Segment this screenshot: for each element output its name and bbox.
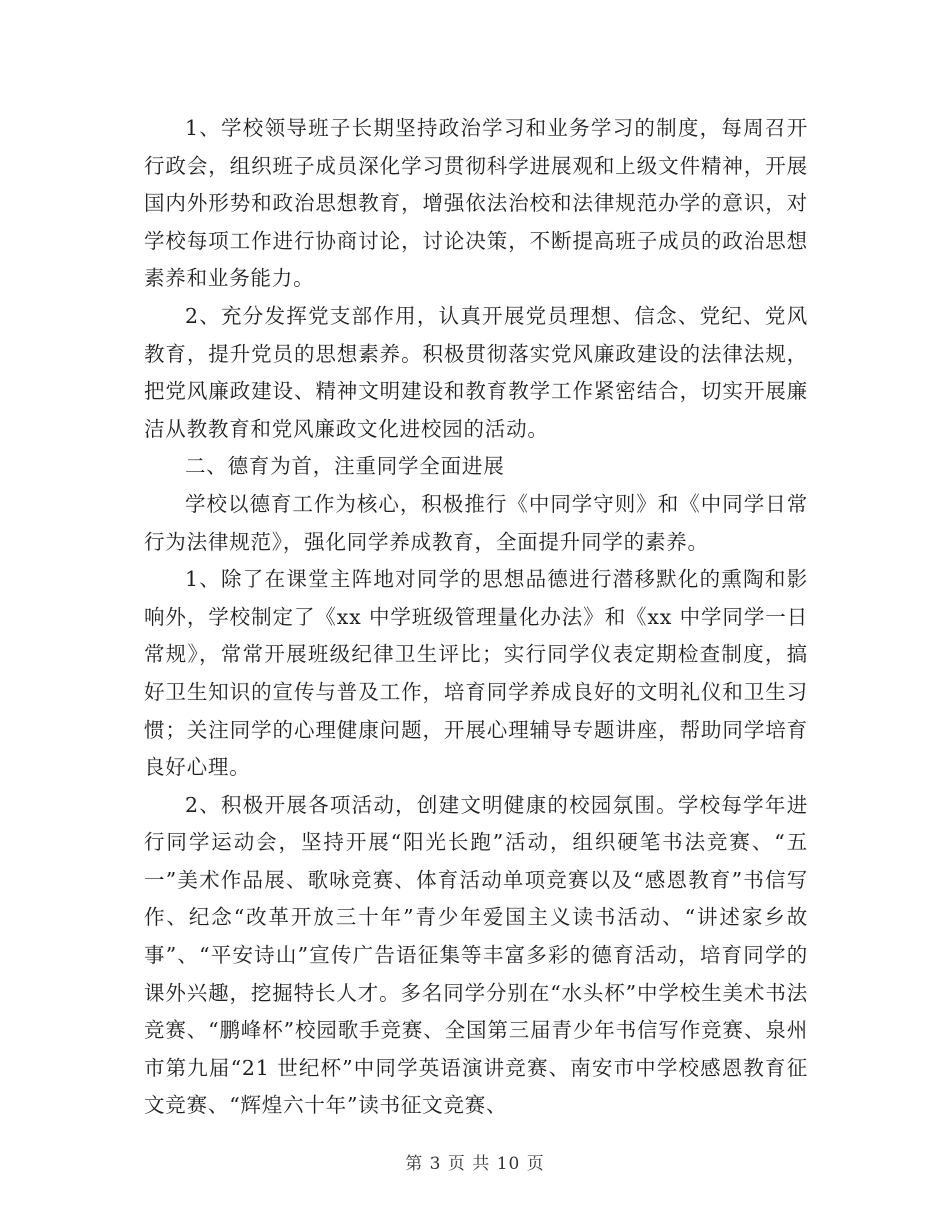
paragraph-moral-education-core: 学校以德育工作为核心，积极推行《中同学守则》和《中同学日常行为法律规范》，强化同学养成教育，全面提升同学的素养。 [144, 491, 808, 554]
paragraph-classroom-norms: 1、除了在课堂主阵地对同学的思想品德进行潜移默化的熏陶和影响外，学校制定了《xx 中学班级管理量化办法》和《xx 中学同学一日常规》，常常开展班级纪律卫生评比；实行同学仪表定期检查制度，搞好卫生知识的宣传与普及工作，培育同学养成良好的文明礼仪和卫生习惯；关注同学的心理健康问题，开展心理辅导专题讲座，帮助同学培育良好心理。 [144, 567, 808, 780]
section-heading-moral-education: 二、德育为首，注重同学全面进展 [185, 454, 505, 479]
paragraph-campus-activities: 2、积极开展各项活动，创建文明健康的校园氛围。学校每学年进行同学运动会，坚持开展“阳光长跑”活动，组织硬笔书法竞赛、“五一”美术作品展、歌咏竞赛、体育活动单项竞赛以及“感恩教育”书信写作、纪念“改革开放三十年”青少年爱国主义读书活动、“讲述家乡故事”、“平安诗山”宣传广告语征集等丰富多彩的德育活动，培育同学的课外兴趣，挖掘特长人才。多名同学分别在“水头杯”中学校生美术书法竞赛、“鹏峰杯”校园歌手竞赛、全国第三届青少年书信写作竞赛、泉州市第九届“21 世纪杯”中同学英语演讲竞赛、南安市中学校感恩教育征文竞赛、“辉煌六十年”读书征文竞赛、 [144, 792, 808, 1118]
paragraph-leadership-study: 1、学校领导班子长期坚持政治学习和业务学习的制度，每周召开行政会，组织班子成员深化学习贯彻科学进展观和上级文件精神，开展国内外形势和政治思想教育，增强依法治校和法律规范办学的意识，对学校每项工作进行协商讨论，讨论决策，不断提高班子成员的政治思想素养和业务能力。 [144, 116, 808, 291]
page-number-footer: 第 3 页 共 10 页 [405, 1154, 545, 1174]
document-body [144, 110, 808, 1125]
paragraph-party-branch: 2、充分发挥党支部作用，认真开展党员理想、信念、党纪、党风教育，提升党员的思想素养。积极贯彻落实党风廉政建设的法律法规，把党风廉政建设、精神文明建设和教育教学工作紧密结合，切实开展廉洁从教教育和党风廉政文化进校园的活动。 [144, 303, 808, 441]
